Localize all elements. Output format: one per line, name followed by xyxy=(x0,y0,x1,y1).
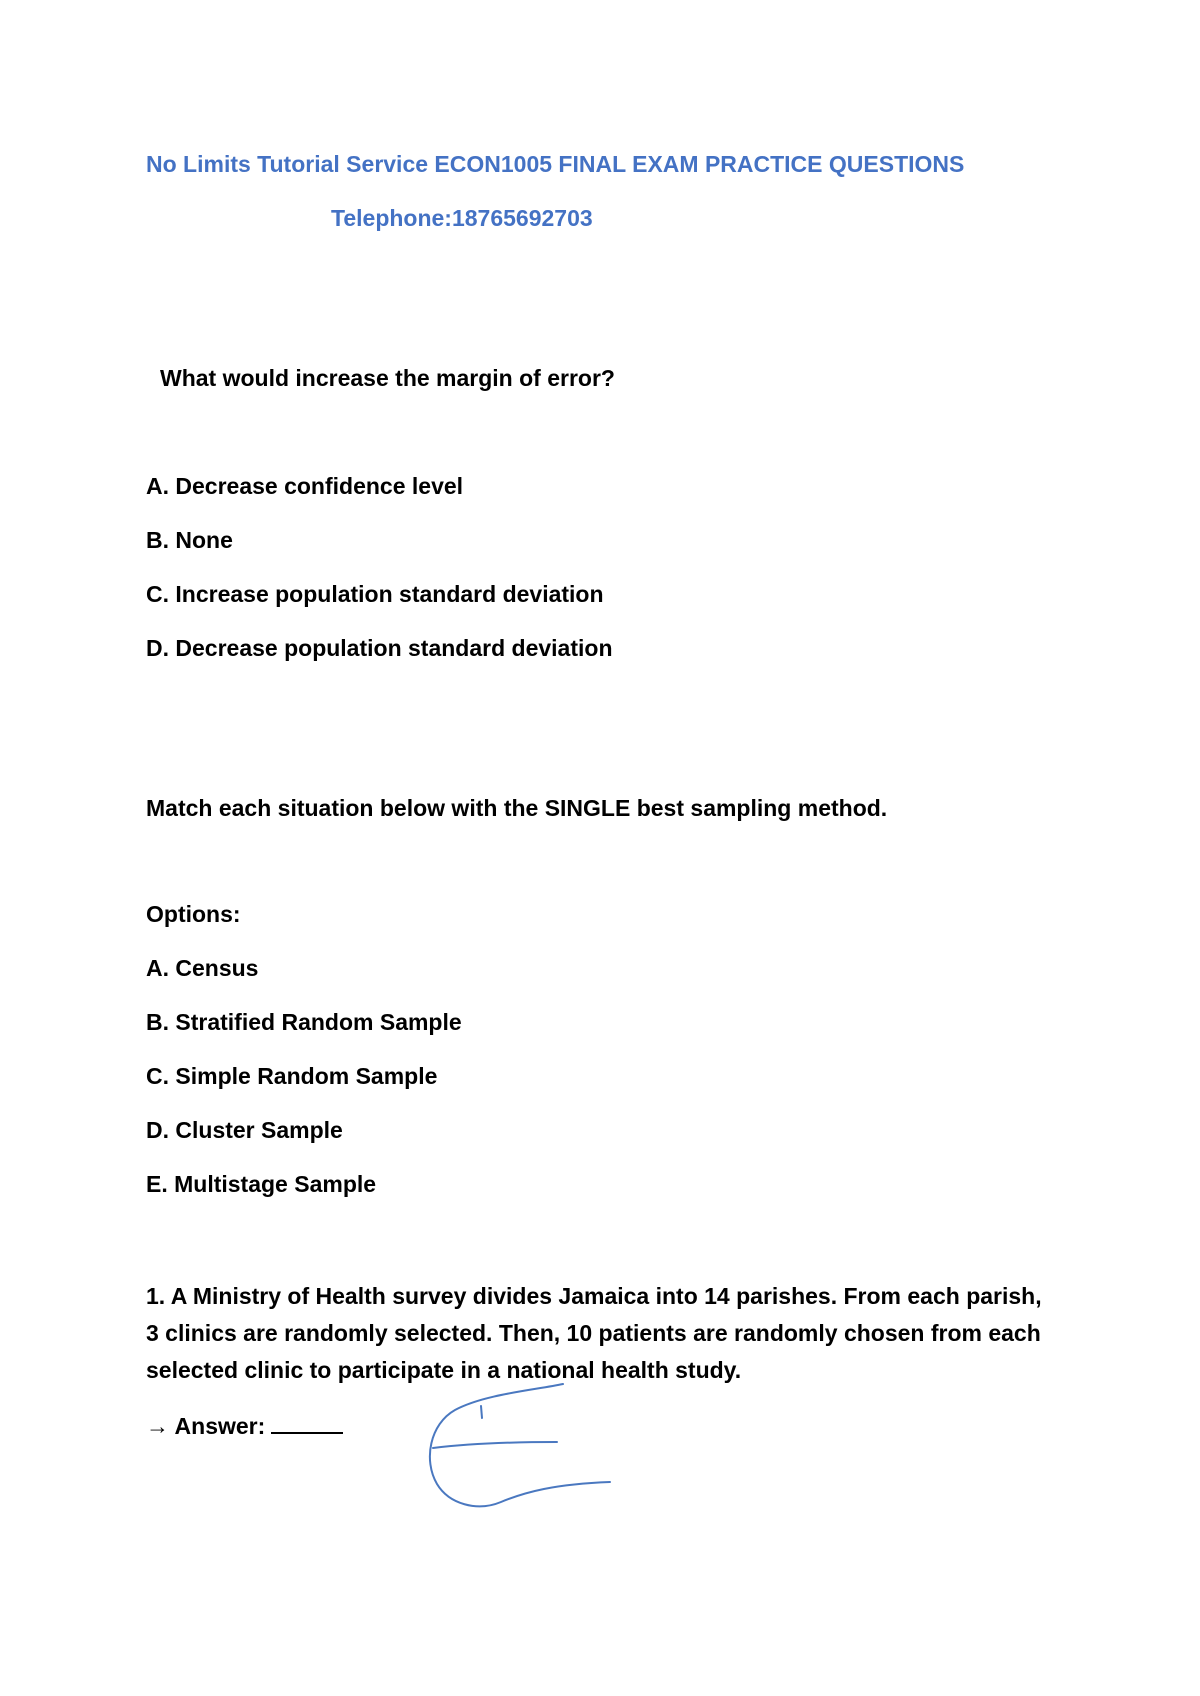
matching-instruction: Match each situation below with the SINGLE best sampling method. xyxy=(146,795,888,821)
question-option-d: D. Decrease population standard deviation xyxy=(146,635,613,661)
matching-option-d: D. Cluster Sample xyxy=(146,1117,343,1143)
question-option-c: C. Increase population standard deviation xyxy=(146,581,604,607)
options-label: Options: xyxy=(146,901,241,927)
matching-option-b: B. Stratified Random Sample xyxy=(146,1009,462,1035)
matching-item-1: 1. A Ministry of Health survey divides Jamaica into 14 parishes. From each parish, 3 clinics are randomly selected. Then, 10 patients are randomly chosen from each selected clinic to participate in a national health study. xyxy=(146,1283,1042,1383)
document-title: No Limits Tutorial Service ECON1005 FINAL EXAM PRACTICE QUESTIONS xyxy=(146,151,965,177)
question-prompt: What would increase the margin of error? xyxy=(160,365,615,391)
matching-option-e: E. Multistage Sample xyxy=(146,1171,377,1197)
question-option-a: A. Decrease confidence level xyxy=(146,473,464,499)
answer-blank xyxy=(271,1412,343,1434)
matching-option-a: A. Census xyxy=(146,955,259,981)
telephone-line: Telephone:18765692703 xyxy=(331,205,593,231)
answer-line xyxy=(146,1412,343,1440)
answer-label: → Answer: xyxy=(146,1413,266,1439)
matching-option-c: C. Simple Random Sample xyxy=(146,1063,438,1089)
question-option-b: B. None xyxy=(146,527,233,553)
handwritten-answer-e xyxy=(425,1380,625,1520)
